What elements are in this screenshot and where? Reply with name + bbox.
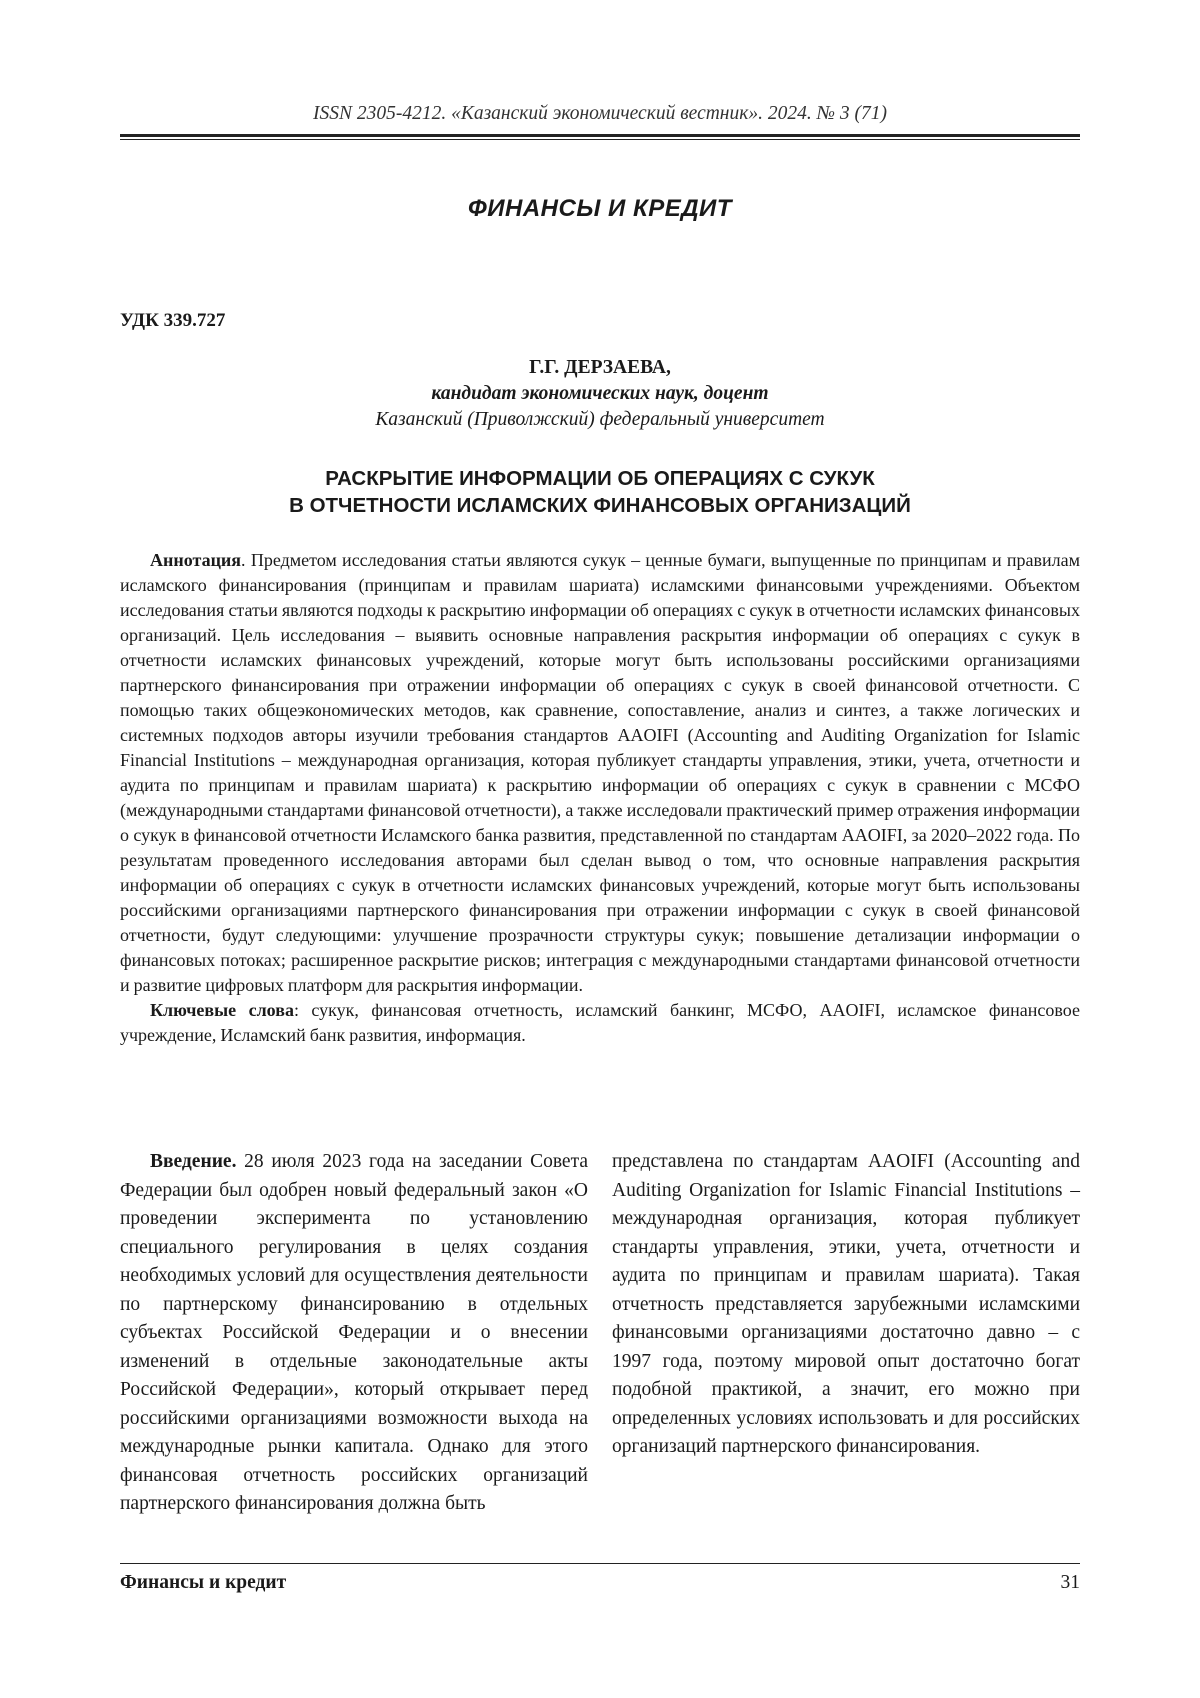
footer-rule: [120, 1563, 1080, 1564]
journal-page: [120, 0, 1080, 1698]
article-title-line-2: В ОТЧЕТНОСТИ ИСЛАМСКИХ ФИНАНСОВЫХ ОРГАНИЗАЦИЙ: [289, 494, 911, 517]
keywords-text: : сукук, финансовая отчетность, исламский банкинг, МСФО, AAOIFI, исламское финансовое учреждение, Исламский банк развития, информация.: [120, 1000, 1080, 1045]
abstract-paragraph: [120, 548, 1080, 998]
abstract-text: . Предметом исследования статьи являются сукук – ценные бумаги, выпущенные по принципам и правилам исламского финансирования (принципам и правилам шариата) исламскими финансовыми учреждениями. Объектом исследования статьи являются подходы к раскрытию информации об операциях с сукук в отчетности исламских финансовых организаций. Цель исследования – выявить основные направления раскрытия информации об операциях с сукук в отчетности исламских финансовых учреждений, которые могут быть использованы российскими организациями партнерского финансирования при отражении информации об операциях с сукук в своей финансовой отчетности. С помощью таких общеэкономических методов, как сравнение, сопоставление, анализ и синтез, а также логических и системных подходов авторы изучили требования стандартов AAOIFI (Accounting and Auditing Organization for Islamic Financial Institutions – международная организация, которая публикует стандарты управления, этики, учета, отчетности и аудита по принципам и правилам шариата) к раскрытию информации об операциях с сукук в сравнении с МСФО (международными стандартами финансовой отчетности), а также исследовали практический пример отражения информации о сукук в финансовой отчетности Исламского банка развития, представленной по стандартам AAOIFI, за 2020–2022 года. По результатам проведенного исследования авторами был сделан вывод о том, что основные направления раскрытия информации об операциях с сукук в отчетности исламских финансовых учреждений, которые могут быть использованы российскими организациями партнерского финансирования при отражении информации с сукук в своей финансовой отчетности, будут следующими: улучшение прозрачности структуры сукук; повышение детализации информации о финансовых потоках; расширенное раскрытие рисков; интеграция с международными стандартами финансовой отчетности и развитие цифровых платформ для раскрытия информации.: [120, 550, 1080, 995]
author-block: [120, 355, 1080, 433]
body-column-left: [120, 1148, 588, 1519]
page-number: 31: [1060, 1572, 1080, 1593]
abstract-block: [120, 548, 1080, 1048]
intro-continuation: представлена по стандартам AAOIFI (Accounting and Auditing Organization for Islamic Financial Institutions – международная организация, которая публикует стандарты управления, этики, учета, отчетности и аудита по принципам и правилам шариата). Такая отчетность представляется зарубежными исламскими финансовыми организациями достаточно давно – с 1997 года, поэтому мировой опыт достаточно богат подобной практикой, а значит, его можно при определенных условиях использовать и для российских организаций партнерского финансирования.: [612, 1151, 1080, 1457]
intro-label: Введение.: [150, 1151, 237, 1172]
author-name: Г.Г. ДЕРЗАЕВА,: [529, 357, 671, 378]
section-title: ФИНАНСЫ И КРЕДИТ: [468, 195, 732, 222]
body-column-right: [612, 1148, 1080, 1462]
article-title-line-1: РАСКРЫТИЕ ИНФОРМАЦИИ ОБ ОПЕРАЦИЯХ С СУКУК: [325, 467, 875, 490]
footer-section-name: Финансы и кредит: [120, 1572, 287, 1593]
keywords-label: Ключевые слова: [150, 1000, 294, 1020]
udk-code: УДК 339.727: [120, 310, 226, 331]
intro-text-left: 28 июля 2023 года на заседании Совета Федерации был одобрен новый федеральный закон «О проведении эксперимента по установлению специального регулирования в целях создания необходимых условий для осуществления деятельности по партнерскому финансированию в отдельных субъектах Российской Федерации и о внесении изменений в отдельные законодательные акты Российской Федерации», который открывает перед российскими организациями возможности выхода на международные рынки капитала. Однако для этого финансовая отчетность российских организаций партнерского финансирования должна быть: [120, 1151, 588, 1514]
running-head: ISSN 2305-4212. «Казанский экономический вестник». 2024. № 3 (71): [313, 103, 887, 124]
abstract-label: Аннотация: [150, 550, 242, 570]
author-affiliation: Казанский (Приволжский) федеральный университет: [375, 409, 825, 430]
intro-paragraph: [120, 1148, 588, 1519]
article-title: [120, 465, 1080, 519]
author-degree: кандидат экономических наук, доцент: [431, 383, 769, 404]
header-rule-thick: [120, 134, 1080, 137]
keywords-paragraph: [120, 998, 1080, 1048]
header-rule-thin: [120, 139, 1080, 140]
